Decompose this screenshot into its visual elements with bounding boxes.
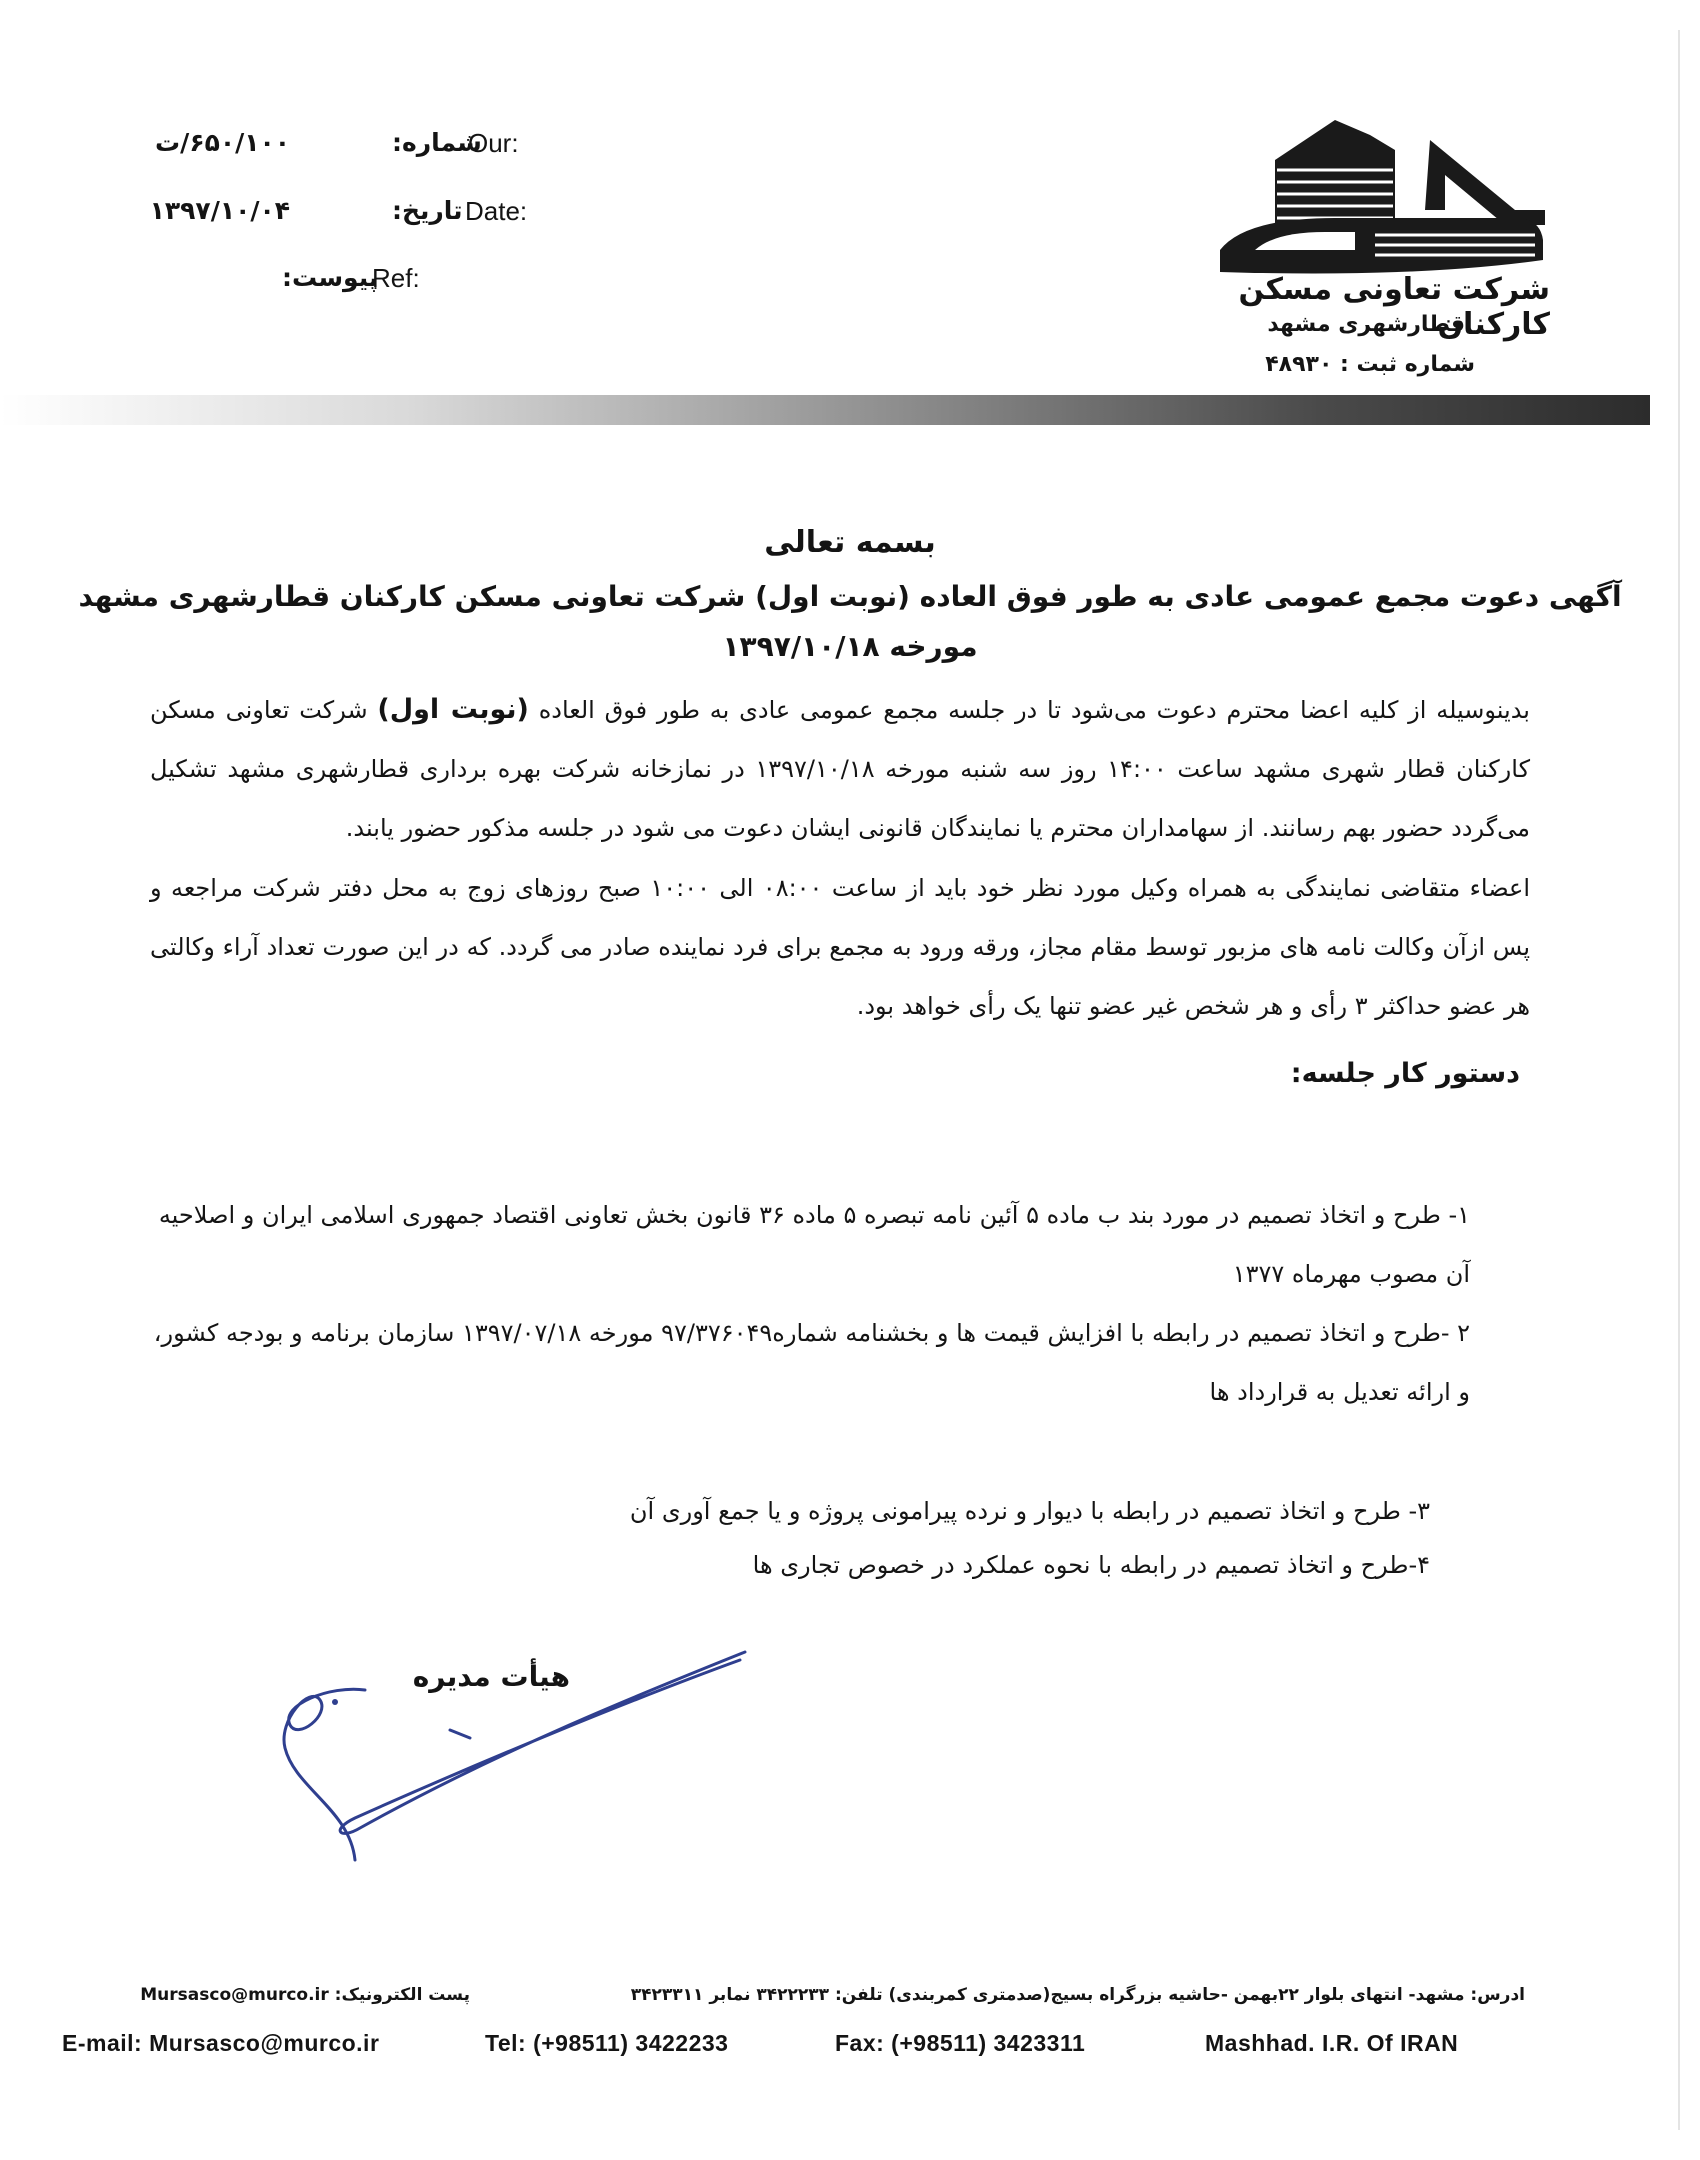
- scan-edge-line: [1678, 30, 1680, 2130]
- agenda-title: دستور کار جلسه:: [1290, 1058, 1520, 1089]
- proxy-paragraph: اعضاء متقاضی نمایندگی به همراه وکیل مورد نظر خود باید از ساعت ۰۸:۰۰ الی ۱۰:۰۰ صبح روزهای زوج به محل دفتر شرکت مراجعه و پس ازآن وکالت نامه های مزبور توسط مقام مجاز، ورقه ورود به مجمع برای فرد نماینده صادر می گردد. که در این صورت تعداد آراء وکالتی هر عضو حداکثر ۳ رأی و هر شخص غیر عضو تنها یک رأی خواهد بود.: [150, 874, 1531, 1020]
- footer-location-en: Mashhad. I.R. Of IRAN: [1205, 2030, 1459, 2056]
- letter-attachment-label-fa: پیوست:: [282, 263, 379, 292]
- invitation-text-end: شرکت تعاونی مسکن کارکنان قطار شهری مشهد ساعت ۱۴:۰۰ روز سه شنبه مورخه ۱۳۹۷/۱۰/۱۸ در نمازخانه شرکت بهره برداری قطارشهری مشهد تشکیل می‌گردد حضور بهم رسانند. از سهامداران محترم یا نمایندگان قانونی ایشان دعوت می شود در جلسه مذکور حضور یابند.: [150, 696, 1530, 842]
- header-divider-bar: [0, 395, 1650, 425]
- letter-date-value: ۱۳۹۷/۱۰/۰۴: [149, 196, 290, 225]
- letter-number-label-en: Our:: [468, 128, 519, 158]
- footer-address-fa: ادرس: مشهد- انتهای بلوار ۲۲بهمن -حاشیه بزرگراه بسیج(صدمتری کمربندی) تلفن: ۳۴۲۲۲۳۳ نمابر ۳۴۲۳۳۱۱: [630, 1985, 1525, 2005]
- board-of-directors: هیأت مدیره: [412, 1660, 570, 1693]
- agenda-item-4: ۴-طرح و اتخاذ تصمیم در رابطه با نحوه عملکرد در خصوص تجاری ها: [752, 1551, 1430, 1579]
- basmala: بسمه تعالی: [764, 525, 936, 560]
- invitation-paragraph: [150, 680, 1530, 858]
- footer-tel-en: Tel: (+98511) 3422233: [485, 2030, 729, 2056]
- letter-attachment-label-en: Ref:: [372, 263, 420, 293]
- agenda-item-1: ۱- طرح و اتخاذ تصمیم در مورد بند ب ماده ۵ آئین نامه تبصره ۵ ماده ۳۶ قانون بخش تعاونی اقتصاد جمهوری اسلامی ایران و اصلاحیه آن مصوب مهرماه ۱۳۷۷: [158, 1201, 1470, 1288]
- registration-number: شماره ثبت : ۴۸۹۳۰: [1265, 352, 1475, 377]
- letter-number-label-fa: شماره:: [392, 128, 482, 157]
- letter-number-value: ۶۵۰/۱۰۰/ت: [155, 128, 290, 157]
- invitation-round-bold: (نوبت اول): [377, 694, 529, 725]
- footer-fax-en: Fax: (+98511) 3423311: [835, 2030, 1086, 2056]
- letter-date-label-fa: تاریخ:: [392, 196, 463, 225]
- company-name: شرکت تعاونی مسکن کارکنان: [1238, 272, 1550, 342]
- letter-number-row: [110, 128, 519, 172]
- agenda-item-3: ۳- طرح و اتخاذ تصمیم در رابطه با دیوار و نرده پیرامونی پروژه و یا جمع آوری آن: [629, 1497, 1430, 1525]
- notice-heading: آگهی دعوت مجمع عمومی عادی به طور فوق العاده (نوبت اول) شرکت تعاونی مسکن کارکنان قطارشهری مشهد: [78, 580, 1622, 613]
- company-subname: قطارشهری مشهد: [1267, 312, 1465, 337]
- notice-date: مورخه ۱۳۹۷/۱۰/۱۸: [722, 630, 978, 663]
- company-logo: [1215, 100, 1550, 290]
- letter-attachment-row: [110, 263, 440, 307]
- handwritten-signature: [270, 1630, 790, 1870]
- invitation-text-start: بدینوسیله از کلیه اعضا محترم دعوت می‌شود تا در جلسه مجمع عمومی عادی به طور فوق العاده: [528, 696, 1530, 724]
- footer-email-en: E-mail: Mursasco@murco.ir: [62, 2030, 380, 2056]
- footer-email-fa: پست الکترونیک: Mursasco@murco.ir: [140, 1985, 470, 2005]
- letter-date-label-en: Date:: [465, 196, 528, 226]
- letter-date-row: [110, 196, 528, 240]
- agenda-item-2: ۲ -طرح و اتخاذ تصمیم در رابطه با افزایش قیمت ها و بخشنامه شماره۹۷/۳۷۶۰۴۹ مورخه ۱۳۹۷/۰۷/۱۸ سازمان برنامه و بودجه کشور، و ارائه تعدیل به قرارداد ها: [153, 1319, 1470, 1406]
